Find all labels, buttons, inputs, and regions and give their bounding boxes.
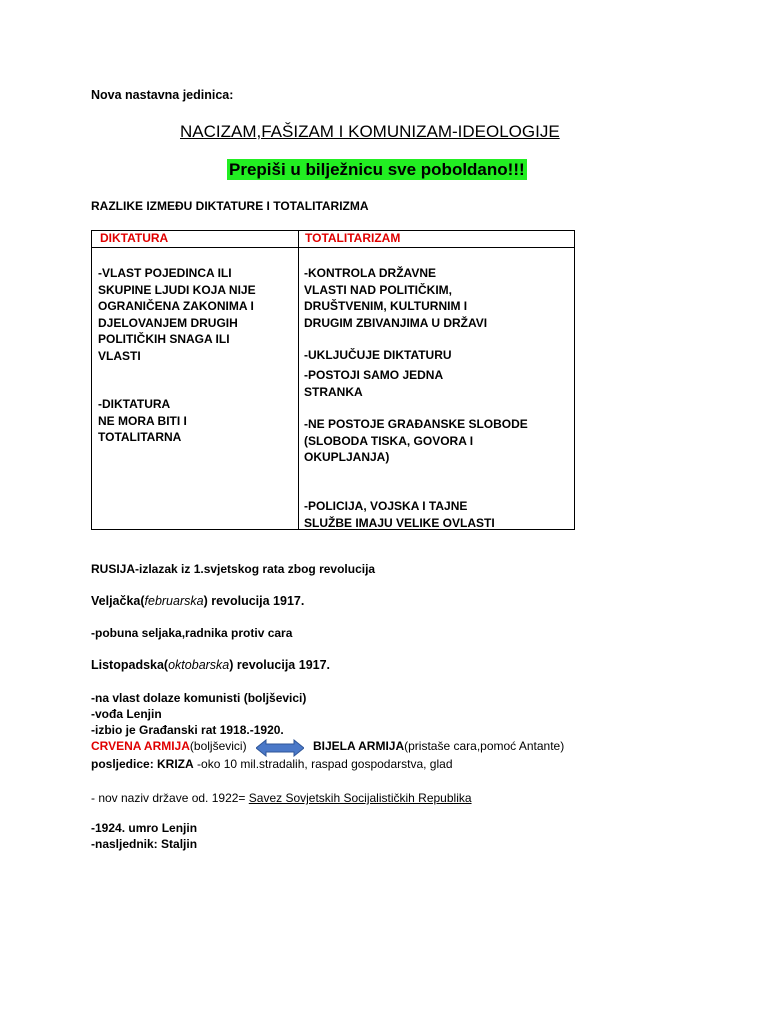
header-totalitarizam: TOTALITARIZAM xyxy=(299,231,575,248)
october-detail-3: -izbio je Građanski rat 1918.-1920. xyxy=(91,723,284,737)
comparison-table xyxy=(91,230,575,530)
totalitarizam-item-5: -POLICIJA, VOJSKA I TAJNE SLUŽBE IMAJU VELIKE OVLASTI xyxy=(304,499,495,530)
february-detail: -pobuna seljaka,radnika protiv cara xyxy=(91,626,293,640)
russia-line: RUSIJA-izlazak iz 1.svjetskog rata zbog revolucija xyxy=(91,562,376,576)
table-body-row xyxy=(92,248,575,530)
totalitarizam-item-2: -UKLJUČUJE DIKTATURU xyxy=(304,348,452,362)
section-heading: RAZLIKE IZMEĐU DIKTATURE I TOTALITARIZMA xyxy=(91,199,369,213)
totalitarizam-item-3: -POSTOJI SAMO JEDNA STRANKA xyxy=(304,368,444,399)
cell-diktatura xyxy=(92,248,299,530)
totalitarizam-item-1: -KONTROLA DRŽAVNE VLASTI NAD POLITIČKIM, DRUŠTVENIM, KULTURNIM I DRUGIM ZBIVANJIMA U DRŽAVI xyxy=(304,266,488,330)
page-title: NACIZAM,FAŠIZAM I KOMUNIZAM-IDEOLOGIJE xyxy=(180,122,560,141)
highlight-text: Prepiši u bilježnicu sve poboldano!!! xyxy=(229,160,525,179)
lenin-death: -1924. umro Lenjin xyxy=(91,821,198,835)
february-revolution: Veljačka(februarska) revolucija 1917. xyxy=(91,594,305,608)
white-army-label: BIJELA ARMIJA xyxy=(313,739,405,753)
october-revolution: Listopadska(oktobarska) revolucija 1917. xyxy=(91,658,331,672)
ussr-line: - nov naziv države od. 1922= Savez Sovjetskih Socijalističkih Republika xyxy=(91,791,472,805)
cell-totalitarizam xyxy=(299,248,575,530)
red-army-label: CRVENA ARMIJA xyxy=(91,739,190,753)
totalitarizam-item-4: -NE POSTOJE GRAĐANSKE SLOBODE (SLOBODA TISKA, GOVORA I OKUPLJANJA) xyxy=(304,417,528,464)
consequences-line: posljedice: KRIZA -oko 10 mil.stradalih, raspad gospodarstva, glad xyxy=(91,757,453,771)
red-army-note: (boljševici) xyxy=(189,739,247,753)
intro-text: Nova nastavna jedinica: xyxy=(91,88,234,102)
table-header-row xyxy=(92,231,575,248)
successor-line: -nasljednik: Staljin xyxy=(91,837,198,851)
highlight-banner xyxy=(227,160,527,180)
ussr-name: Savez Sovjetskih Socijalističkih Republika xyxy=(248,791,472,805)
diktatura-item-1: -VLAST POJEDINCA ILI SKUPINE LJUDI KOJA NIJE OGRANIČENA ZAKONIMA I DJELOVANJEM DRUGIH POLITIČKIH SNAGA ILI VLASTI xyxy=(98,266,256,363)
white-army-note: (pristaše cara,pomoć Antante) xyxy=(404,739,565,753)
white-army-line xyxy=(313,739,564,753)
red-army-line xyxy=(91,739,247,753)
october-detail-2: -vođa Lenjin xyxy=(91,707,162,721)
double-arrow-icon xyxy=(256,739,304,757)
october-detail-1: -na vlast dolaze komunisti (boljševici) xyxy=(91,691,307,705)
header-diktatura: DIKTATURA xyxy=(92,231,299,248)
diktatura-item-2: -DIKTATURA NE MORA BITI I TOTALITARNA xyxy=(98,397,187,444)
